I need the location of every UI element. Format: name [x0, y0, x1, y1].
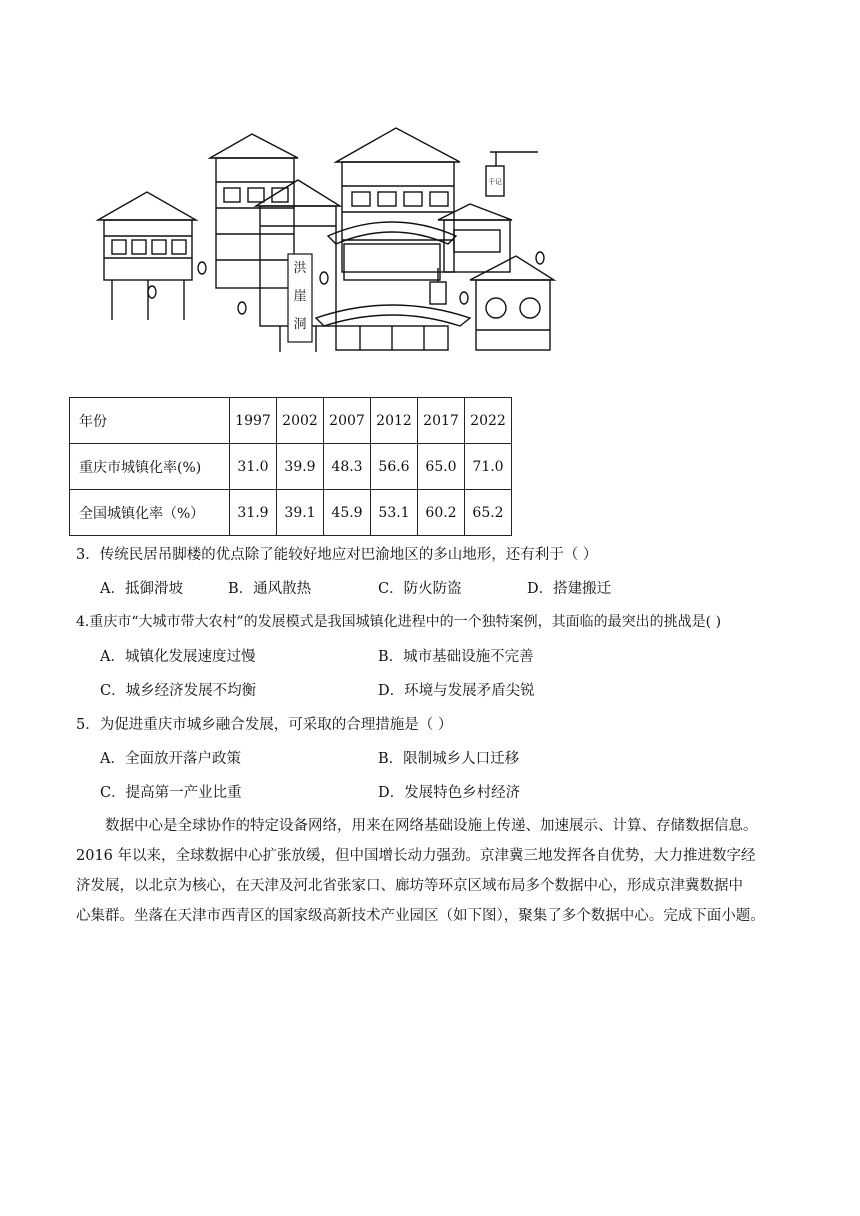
option-c[interactable]: C．提高第一产业比重 — [100, 785, 242, 801]
option-d[interactable]: D．搭建搬迁 — [527, 581, 612, 597]
urbanization-table — [69, 397, 512, 536]
passage-line: 济发展，以北京为核心，在天津及河北省张家口、廊坊等环京区域布局多个数据中心，形成京津冀数据中 — [76, 878, 743, 894]
question-4: 4.重庆市“大城市带大农村”的发展模式是我国城镇化进程中的一个独特案例，其面临的最突出的挑战是( ) — [76, 614, 722, 630]
passage-line: 2016 年以来，全球数据中心扩张放缓，但中国增长动力强劲。京津冀三地发挥各自优势，大力推进数字经 — [76, 848, 756, 864]
option-d[interactable]: D．发展特色乡村经济 — [378, 785, 521, 801]
year-cell: 2002 — [277, 398, 324, 444]
value-cell: 53.1 — [371, 490, 418, 536]
table-header-label: 年份 — [70, 398, 230, 444]
table-header-row — [70, 398, 512, 444]
value-cell: 31.9 — [230, 490, 277, 536]
row-label: 重庆市城镇化率(%) — [70, 444, 230, 490]
hongyadong-illustration — [92, 108, 562, 356]
option-b[interactable]: B．城市基础设施不完善 — [378, 649, 534, 665]
year-cell: 1997 — [230, 398, 277, 444]
value-cell: 56.6 — [371, 444, 418, 490]
table-row — [70, 444, 512, 490]
option-c[interactable]: C．防火防盗 — [378, 581, 462, 597]
passage-line: 数据中心是全球协作的特定设备网络，用来在网络基础设施上传递、加速展示、计算、存储数据信息。 — [76, 818, 758, 834]
year-cell: 2007 — [324, 398, 371, 444]
value-cell: 65.0 — [418, 444, 465, 490]
option-b[interactable]: B．通风散热 — [228, 581, 312, 597]
sign-char-1: 洪 — [293, 261, 307, 276]
option-d[interactable]: D．环境与发展矛盾尖锐 — [378, 683, 535, 699]
option-a[interactable]: A．抵御滑坡 — [100, 581, 183, 597]
value-cell: 39.1 — [277, 490, 324, 536]
option-a[interactable]: A．城镇化发展速度过慢 — [100, 649, 256, 665]
passage-line: 心集群。坐落在天津市西青区的国家级高新技术产业园区（如下图），聚集了多个数据中心。完成下面小题。 — [76, 908, 765, 924]
option-c[interactable]: C．城乡经济发展不均衡 — [100, 683, 257, 699]
value-cell: 60.2 — [418, 490, 465, 536]
option-b[interactable]: B．限制城乡人口迁移 — [378, 751, 520, 767]
table-row — [70, 490, 512, 536]
value-cell: 71.0 — [465, 444, 512, 490]
year-cell: 2022 — [465, 398, 512, 444]
value-cell: 31.0 — [230, 444, 277, 490]
row-label: 全国城镇化率（%） — [70, 490, 230, 536]
option-a[interactable]: A．全面放开落户政策 — [100, 751, 241, 767]
question-5: 5．为促进重庆市城乡融合发展，可采取的合理措施是（ ） — [76, 717, 453, 733]
value-cell: 65.2 — [465, 490, 512, 536]
question-3: 3．传统民居吊脚楼的优点除了能较好地应对巴渝地区的多山地形，还有利于（ ） — [76, 547, 598, 563]
lantern-tag-text: 千记 — [488, 178, 502, 186]
sign-char-3: 洞 — [293, 317, 307, 332]
year-cell: 2017 — [418, 398, 465, 444]
value-cell: 45.9 — [324, 490, 371, 536]
year-cell: 2012 — [371, 398, 418, 444]
value-cell: 48.3 — [324, 444, 371, 490]
sign-char-2: 崖 — [293, 289, 307, 304]
value-cell: 39.9 — [277, 444, 324, 490]
